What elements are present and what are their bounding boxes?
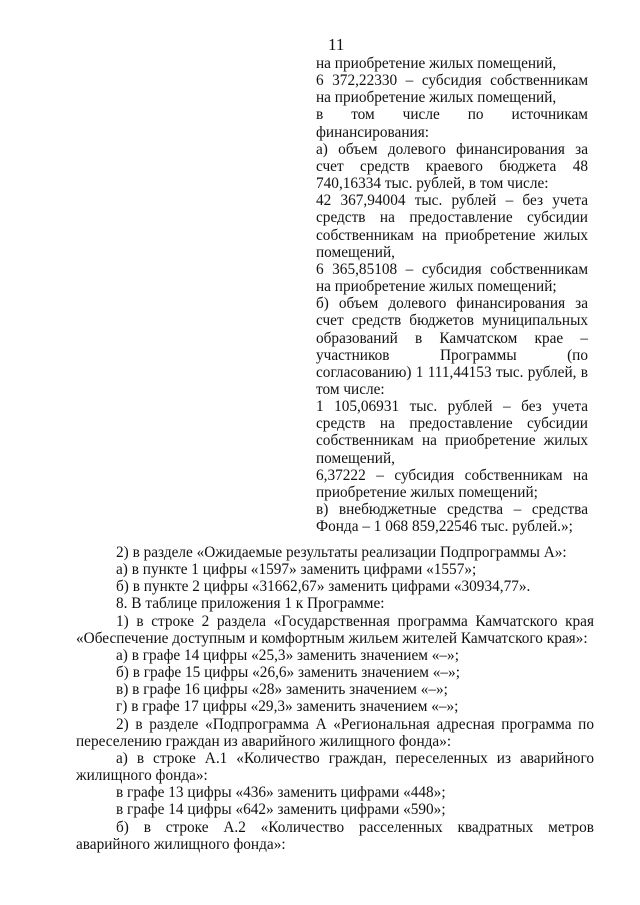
paragraph: 6,37222 – субсидия собственникам на приобретение жилых помещений; xyxy=(316,466,588,501)
paragraph: 2) в разделе «Подпрограмма А «Региональная адресная программа по переселению граждан из аварийного жилищного фонда»: xyxy=(76,715,594,750)
paragraph: 1 105,06931 тыс. рублей – без учета средств на предоставление субсидии собственникам на приобретение жилых помещений, xyxy=(316,398,588,467)
paragraph: 2) в разделе «Ожидаемые результаты реализации Подпрограммы А»: xyxy=(116,544,567,561)
paragraph: на приобретение жилых помещений, xyxy=(316,55,557,72)
paragraph: 42 367,94004 тыс. рублей – без учета средств на предоставление субсидии собственникам на приобретение жилых помещений, xyxy=(316,192,588,261)
paragraph: б) объем долевого финансирования за счет средств бюджетов муниципальных образований в Камчатском крае – участников Программы (по согласованию) 1 111,44153 тыс. рублей, в том числе: xyxy=(316,295,588,398)
paragraph: а) в пункте 1 цифры «1597» заменить цифрами «1557»; xyxy=(116,561,477,579)
paragraph: б) в строке А.2 «Количество расселенных квадратных метров аварийного жилищного фонда»: xyxy=(76,818,594,853)
paragraph: 6 372,22330 – субсидия собственникам на приобретение жилых помещений, xyxy=(316,72,588,107)
paragraph: в том числе по источникам финансирования: xyxy=(316,106,588,141)
paragraph: а) в графе 14 цифры «25,3» заменить значением «–»; xyxy=(116,646,459,664)
paragraph: г) в графе 17 цифры «29,3» заменить значением «–»; xyxy=(116,698,459,716)
paragraph: 6 365,85108 – субсидия собственникам на приобретение жилых помещений; xyxy=(316,260,588,296)
paragraph: 8. В таблице приложения 1 к Программе: xyxy=(116,595,385,613)
paragraph: в графе 13 цифры «436» заменить цифрами «448»; xyxy=(116,784,446,802)
paragraph: в) в графе 16 цифры «28» заменить значением «–»; xyxy=(116,681,448,699)
paragraph: а) в строке А.1 «Количество граждан, переселенных из аварийного жилищного фонда»: xyxy=(76,749,594,785)
page-number: 11 xyxy=(328,35,345,54)
paragraph: б) в графе 15 цифры «26,6» заменить значением «–»; xyxy=(116,664,460,682)
paragraph: а) объем долевого финансирования за счет средств краевого бюджета 48 740,16334 тыс. рублей, в том числе: xyxy=(316,140,588,193)
right-column-text xyxy=(316,55,588,535)
paragraph: 1) в строке 2 раздела «Государственная программа Камчатского края «Обеспечение доступным и комфортным жильем жителей Камчатского края»: xyxy=(76,612,594,647)
body-text xyxy=(76,544,594,853)
paragraph: в графе 14 цифры «642» заменить цифрами «590»; xyxy=(116,801,446,819)
paragraph: б) в пункте 2 цифры «31662,67» заменить цифрами «30934,77». xyxy=(116,578,531,596)
paragraph: в) внебюджетные средства – средства Фонда – 1 068 859,22546 тыс. рублей.»; xyxy=(316,501,588,536)
